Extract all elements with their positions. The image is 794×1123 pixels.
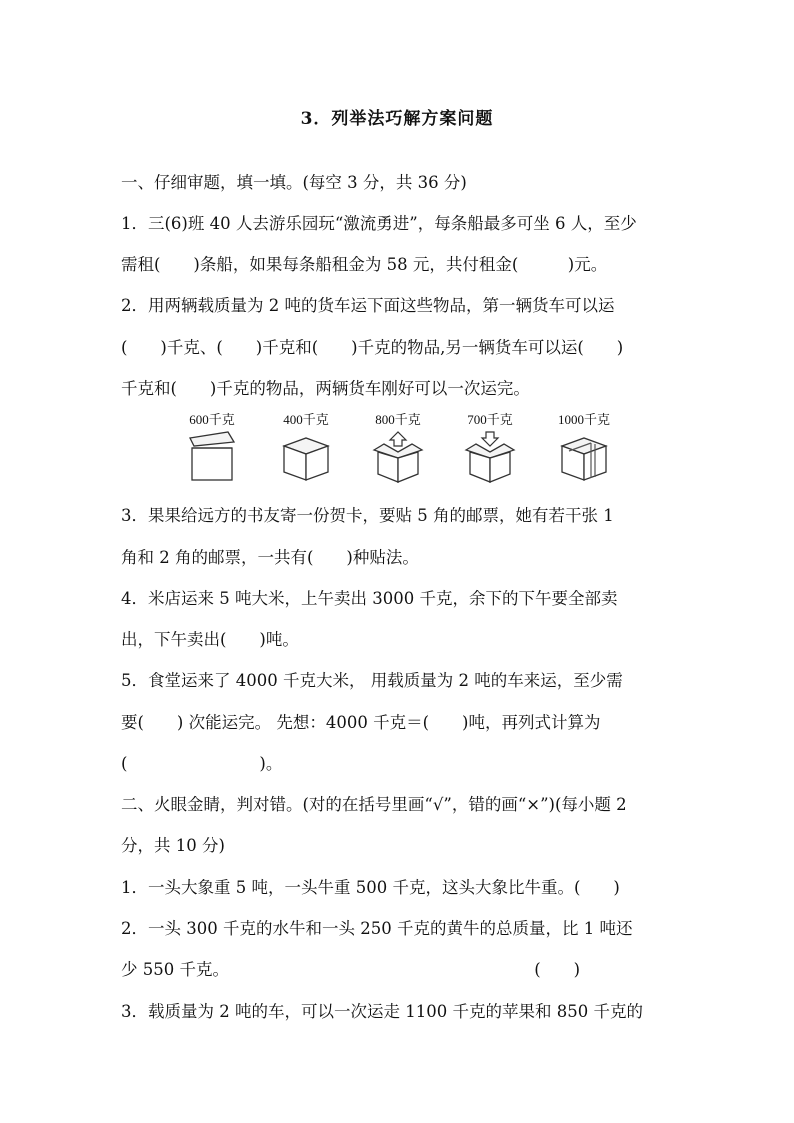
- judge-question-2-line-1: 2．一头 300 千克的水牛和一头 250 千克的黄牛的总质量，比 1 吨还: [121, 919, 633, 938]
- box-item: [546, 412, 622, 484]
- box-weight-label: 700千克: [467, 412, 513, 427]
- boxes-figure: [180, 412, 620, 494]
- open-box-icon: [184, 430, 240, 484]
- page-title: 3．列举法巧解方案问题: [300, 109, 494, 129]
- question-2-line-3: 千克和( )千克的物品，两辆货车刚好可以一次运完。: [121, 379, 530, 398]
- judge-question-3-line-1: 3．载质量为 2 吨的车，可以一次运走 1100 千克的苹果和 850 千克的: [121, 1002, 643, 1021]
- box-weight-label: 800千克: [375, 412, 421, 427]
- section-1-heading: 一、仔细审题，填一填。(每空 3 分，共 36 分): [121, 173, 467, 192]
- taped-box-icon: [556, 430, 612, 484]
- box-item: [174, 412, 250, 484]
- section-2-heading-line-2: 分，共 10 分): [121, 836, 225, 855]
- box-item: [452, 412, 528, 484]
- box-weight-label: 400千克: [283, 412, 329, 427]
- question-5-line-2: 要( ) 次能运完。 先想：4000 千克＝( )吨，再列式计算为: [121, 713, 601, 732]
- question-1-line-2: 需租( )条船，如果每条船租金为 58 元，共付租金( )元。: [121, 255, 608, 274]
- question-3-line-2: 角和 2 角的邮票，一共有( )种贴法。: [121, 548, 419, 567]
- judge-question-1: 1．一头大象重 5 吨，一头牛重 500 千克，这头大象比牛重。( ): [121, 878, 620, 897]
- box-weight-label: 1000千克: [557, 412, 610, 427]
- closed-box-icon: [278, 430, 334, 484]
- question-4-line-2: 出，下午卖出( )吨。: [121, 630, 299, 649]
- question-2-line-1: 2．用两辆载质量为 2 吨的货车运下面这些物品，第一辆货车可以运: [121, 296, 615, 315]
- question-1-line-1: 1．三(6)班 40 人去游乐园玩“激流勇进”，每条船最多可坐 6 人，至少: [121, 214, 637, 233]
- box-item: [360, 412, 436, 484]
- question-5-line-3: ( )。: [121, 754, 283, 773]
- box-weight-label: 600千克: [189, 412, 235, 427]
- section-2-heading-line-1: 二、火眼金睛，判对错。(对的在括号里画“√”，错的画“×”)(每小题 2: [121, 795, 627, 814]
- question-2-line-2: ( )千克、( )千克和( )千克的物品,另一辆货车可以运( ): [121, 338, 624, 357]
- box-arrow-up-icon: [370, 430, 426, 484]
- question-5-line-1: 5．食堂运来了 4000 千克大米， 用载质量为 2 吨的车来运，至少需: [121, 671, 623, 690]
- box-item: [268, 412, 344, 484]
- judge-question-2-line-2: 少 550 千克。 ( ): [121, 960, 581, 979]
- question-4-line-1: 4．米店运来 5 吨大米，上午卖出 3000 千克，余下的下午要全部卖: [121, 589, 618, 608]
- box-arrow-down-icon: [462, 430, 518, 484]
- question-3-line-1: 3．果果给远方的书友寄一份贺卡，要贴 5 角的邮票，她有若干张 1: [121, 506, 614, 525]
